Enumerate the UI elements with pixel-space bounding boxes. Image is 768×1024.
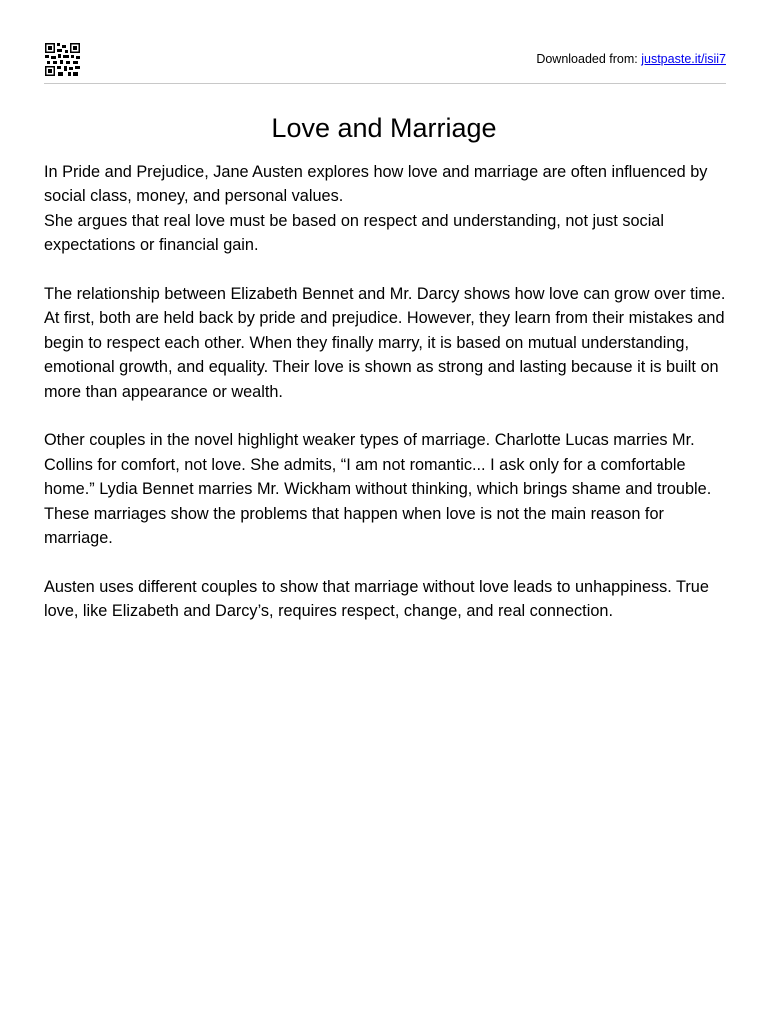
paragraph-other-couples: Other couples in the novel highlight weaker types of marriage. Charlotte Lucas marries Mr. Collins for comfort, not love. She admits, “I am not romantic... I ask only for a comfortable home.” Lydia Bennet marries Mr. Wickham without thinking, which brings shame and trouble. These marriages show the problems that happen when love is not the main reason for marriage. [44, 431, 712, 548]
qr-code-icon[interactable] [45, 43, 80, 76]
downloaded-label: Downloaded from: [536, 52, 642, 66]
paragraph-intro [44, 160, 726, 258]
source-link[interactable]: justpaste.it/isii7 [641, 52, 726, 66]
paragraph-conclusion: Austen uses different couples to show that marriage without love leads to unhappiness. True love, like Elizabeth and Darcy’s, requires respect, change, and real connection. [44, 577, 709, 621]
document-body [44, 160, 726, 648]
source-attribution [536, 51, 726, 67]
page-header [44, 43, 726, 84]
document-title: Love and Marriage [271, 113, 497, 143]
paragraph-line: In Pride and Prejudice, Jane Austen explores how love and marriage are often influenced by social class, money, and personal values. [44, 163, 708, 206]
paragraph-elizabeth-darcy: The relationship between Elizabeth Bennet and Mr. Darcy shows how love can grow over time. At first, both are held back by pride and prejudice. However, they learn from their mistakes and begin to respect each other. When they finally marry, it is based on mutual understanding, emotional growth, and equality. Their love is shown as strong and lasting because it is built on more than appearance or wealth. [44, 285, 726, 401]
paragraph-line: She argues that real love must be based on respect and understanding, not just social expectations or financial gain. [44, 211, 664, 255]
